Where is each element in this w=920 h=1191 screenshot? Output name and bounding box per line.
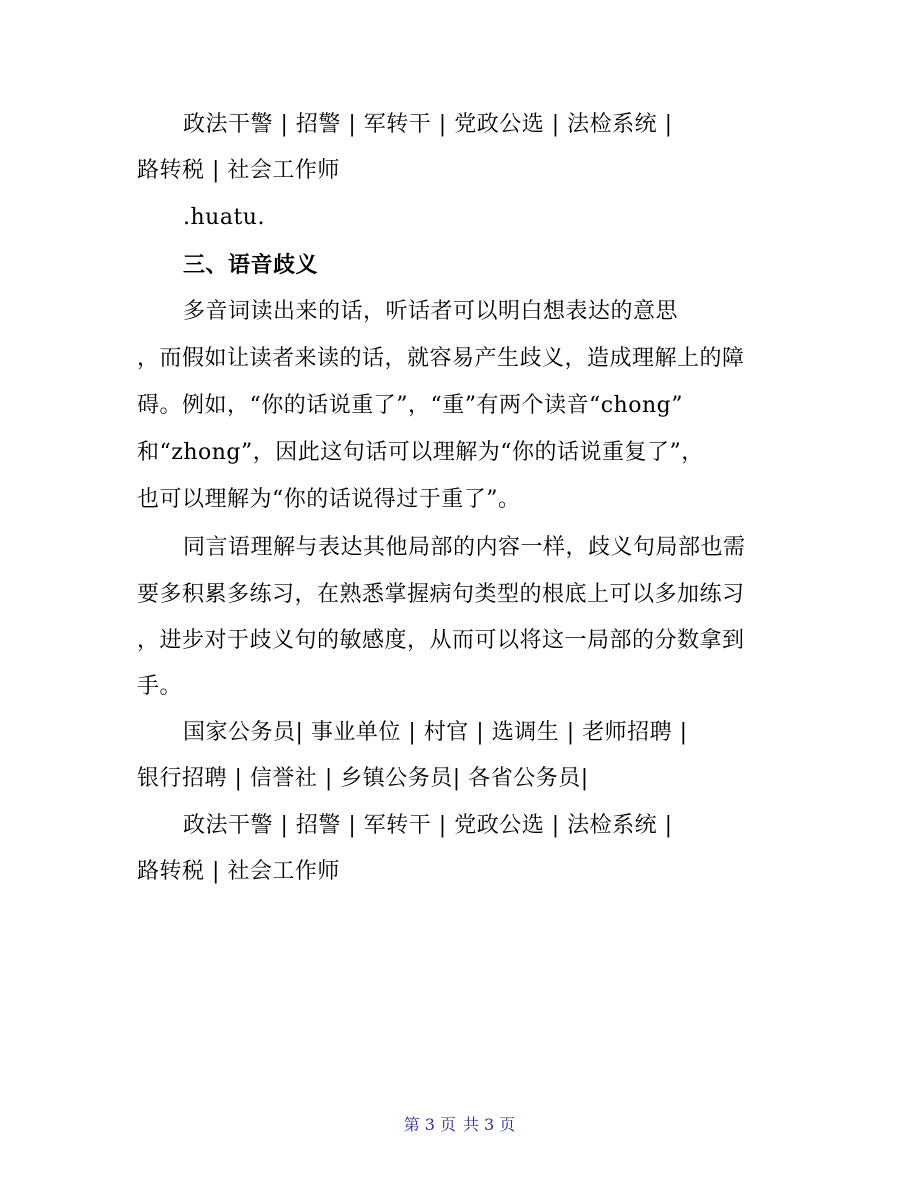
footer-page-number: 3: [424, 1115, 436, 1134]
nav-links-bottom-line-2: 银行招聘 | 信誉社 | 乡镇公务员| 各省公务员|: [137, 766, 589, 791]
paragraph-1-line-5: 也可以理解为“你的话说得过于重了”。: [137, 487, 521, 512]
footer-prefix: 第: [403, 1115, 421, 1134]
nav-links-bottom-line-1: 国家公务员| 事业单位 | 村官 | 选调生 | 老师招聘 |: [183, 720, 688, 745]
nav-links-bottom-line-3: 政法干警 | 招警 | 军转干 | 党政公选 | 法检系统 |: [183, 813, 673, 838]
paragraph-2-line-2: 要多积累多练习，在熟悉掌握病句类型的根底上可以多加练习: [137, 582, 745, 607]
footer-suffix: 页: [499, 1115, 517, 1134]
nav-links-top-line-1: 政法干警 | 招警 | 军转干 | 党政公选 | 法检系统 |: [183, 112, 673, 137]
paragraph-2-line-3: ，进步对于歧义句的敏感度，从而可以将这一局部的分数拿到: [137, 628, 745, 653]
paragraph-1-line-4: 和“zhong”，因此这句话可以理解为“你的话说重复了”，: [137, 440, 704, 465]
nav-links-top-line-2: 路转税 | 社会工作师: [137, 158, 340, 183]
nav-links-bottom-line-4: 路转税 | 社会工作师: [137, 859, 340, 884]
paragraph-2-line-4: 手。: [137, 674, 183, 699]
paragraph-1-line-1: 多音词读出来的话，听话者可以明白想表达的意思: [183, 299, 679, 324]
footer-mid: 页 共: [439, 1115, 481, 1134]
page-footer: [0, 1114, 920, 1136]
paragraph-1-line-3: 碍。例如，“你的话说重了”，“重”有两个读音“chong”: [137, 393, 683, 418]
paragraph-1-line-2: ，而假如让读者来读的话，就容易产生歧义，造成理解上的障: [137, 346, 745, 371]
paragraph-2-line-1: 同言语理解与表达其他局部的内容一样，歧义句局部也需: [183, 535, 746, 560]
footer-total-pages: 3: [484, 1115, 496, 1134]
url-fragment: .huatu.: [183, 205, 265, 230]
section-heading: 三、语音歧义: [183, 252, 319, 278]
